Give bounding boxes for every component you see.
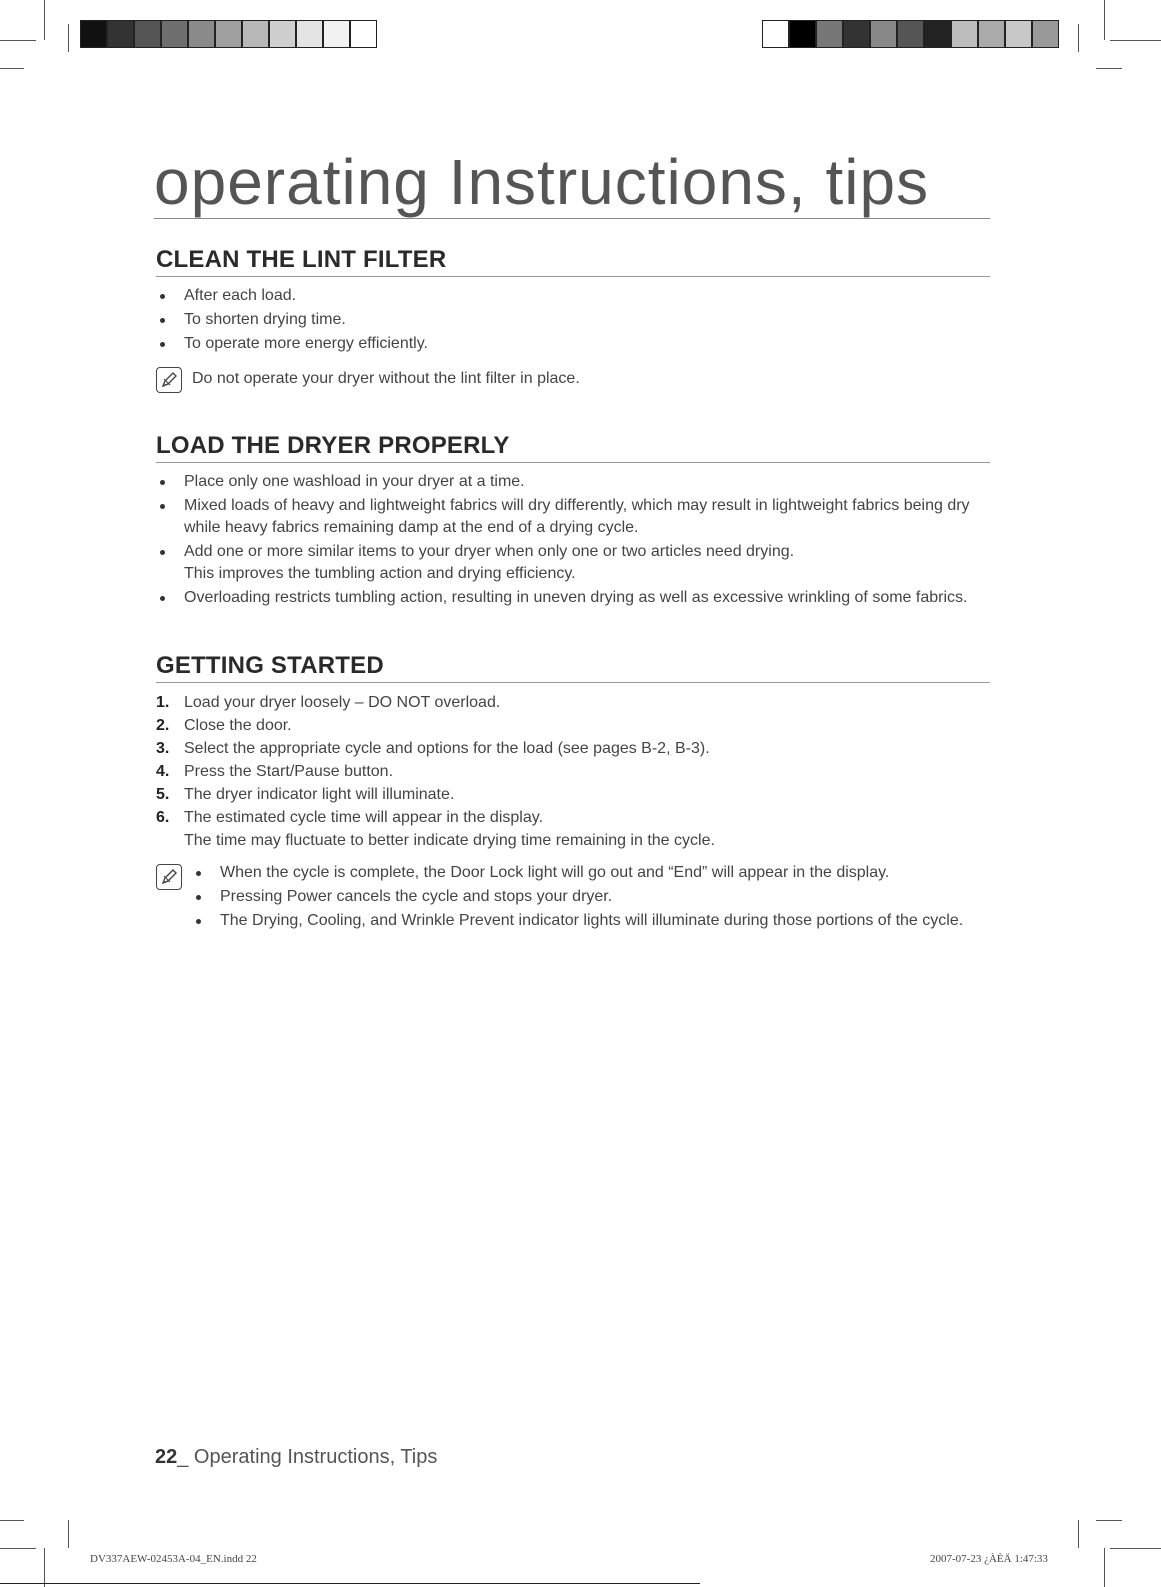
list-item: To shorten drying time. bbox=[156, 309, 990, 331]
crop-mark-top-left-v bbox=[44, 0, 45, 40]
step-item bbox=[156, 691, 990, 714]
crop-mark-top-right-v2 bbox=[1078, 24, 1079, 52]
step-text: Select the appropriate cycle and options for the load (see pages B-2, B-3). bbox=[184, 740, 710, 757]
step-text: Close the door. bbox=[184, 717, 292, 734]
section-clean-lint-filter bbox=[156, 246, 990, 393]
note bbox=[156, 862, 990, 934]
note bbox=[156, 367, 990, 393]
section-load-dryer bbox=[156, 432, 990, 611]
step-text: Press the Start/Pause button. bbox=[184, 763, 394, 780]
step-number: 1. bbox=[156, 694, 170, 711]
note-pencil-icon bbox=[156, 864, 182, 890]
step-item bbox=[156, 714, 990, 737]
note-bullet-list bbox=[192, 862, 982, 934]
list-item bbox=[156, 541, 990, 585]
crop-mark-bottom-right-h bbox=[1110, 1548, 1161, 1549]
page-title: operating Instructions, tips bbox=[154, 150, 990, 219]
crop-mark-top-left-h2 bbox=[0, 68, 24, 69]
step-item bbox=[156, 783, 990, 806]
crop-mark-bottom-right-h2 bbox=[1096, 1520, 1122, 1521]
step-number: 6. bbox=[156, 809, 170, 826]
step-item bbox=[156, 806, 990, 852]
step-item bbox=[156, 760, 990, 783]
crop-mark-bottom-left-h2 bbox=[0, 1520, 24, 1521]
crop-mark-top-right-h bbox=[1110, 40, 1161, 41]
bottom-rule bbox=[0, 1583, 700, 1584]
step-continuation: The time may fluctuate to better indicate drying time remaining in the cycle. bbox=[184, 832, 715, 849]
crop-mark-bottom-left-v bbox=[44, 1548, 45, 1587]
step-number: 3. bbox=[156, 740, 170, 757]
section-heading: CLEAN THE LINT FILTER bbox=[156, 246, 990, 277]
list-item: Overloading restricts tumbling action, resulting in uneven drying as well as excessive wrinkling of some fabrics. bbox=[156, 587, 990, 609]
crop-mark-bottom-left-h bbox=[0, 1548, 36, 1549]
list-item: The Drying, Cooling, and Wrinkle Prevent indicator lights will illuminate during those portions of the cycle. bbox=[192, 910, 982, 932]
list-item: Mixed loads of heavy and lightweight fabrics will dry differently, which may result in lightweight fabrics being dry while heavy fabrics remaining damp at the end of a drying cycle. bbox=[156, 495, 990, 539]
list-item: Place only one washload in your dryer at a time. bbox=[156, 471, 990, 493]
crop-mark-top-left-v2 bbox=[68, 24, 69, 52]
page-number: 22 bbox=[155, 1446, 178, 1468]
section-heading: GETTING STARTED bbox=[156, 652, 990, 683]
list-item: To operate more energy efficiently. bbox=[156, 333, 990, 355]
footer-label: _ Operating Instructions, Tips bbox=[177, 1446, 438, 1468]
crop-mark-top-right-h2 bbox=[1096, 68, 1122, 69]
step-text: Load your dryer loosely – DO NOT overload. bbox=[184, 694, 501, 711]
color-bar-right bbox=[762, 20, 1059, 50]
crop-mark-top-left-h bbox=[0, 40, 36, 41]
crop-mark-bottom-right-v2 bbox=[1078, 1520, 1079, 1548]
bullet-list bbox=[156, 285, 990, 355]
crop-mark-bottom-left-v2 bbox=[68, 1520, 69, 1548]
crop-mark-top-right-v bbox=[1104, 0, 1105, 40]
crop-mark-bottom-right-v bbox=[1104, 1548, 1105, 1587]
step-number: 4. bbox=[156, 763, 170, 780]
list-item-text: Add one or more similar items to your dryer when only one or two articles need drying. bbox=[184, 543, 795, 560]
list-item: Pressing Power cancels the cycle and stops your dryer. bbox=[192, 886, 982, 908]
section-heading: LOAD THE DRYER PROPERLY bbox=[156, 432, 990, 463]
list-item: When the cycle is complete, the Door Lock light will go out and “End” will appear in the display. bbox=[192, 862, 982, 884]
note-pencil-icon bbox=[156, 367, 182, 393]
bullet-list bbox=[156, 471, 990, 609]
slug-timestamp: 2007-07-23 ¿ÀÈÄ 1:47:33 bbox=[930, 1553, 1048, 1565]
color-bar-left bbox=[80, 20, 377, 50]
list-item: After each load. bbox=[156, 285, 990, 307]
note-text: Do not operate your dryer without the lint filter in place. bbox=[192, 370, 580, 387]
section-getting-started bbox=[156, 652, 990, 934]
page-footer bbox=[155, 1446, 437, 1469]
step-item bbox=[156, 737, 990, 760]
step-number: 5. bbox=[156, 786, 170, 803]
step-list bbox=[156, 691, 990, 852]
slug-filename: DV337AEW-02453A-04_EN.indd 22 bbox=[90, 1553, 257, 1565]
list-item-continuation: This improves the tumbling action and drying efficiency. bbox=[184, 565, 576, 582]
step-number: 2. bbox=[156, 717, 170, 734]
step-text: The estimated cycle time will appear in the display. bbox=[184, 809, 543, 826]
step-text: The dryer indicator light will illuminate. bbox=[184, 786, 455, 803]
